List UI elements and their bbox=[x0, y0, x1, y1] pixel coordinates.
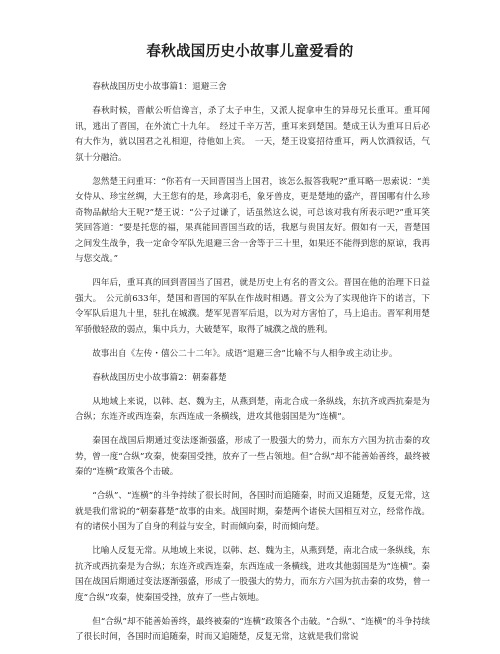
section-heading-2: 春秋战国历史小故事篇2：朝秦暮楚 bbox=[92, 372, 227, 383]
paragraph: 故事出自《左传・僖公二十二年》。成语“退避三舍”比喻不与人相争或主动让步。 bbox=[92, 348, 398, 359]
paragraph: 秦国在战国后期通过变法逐渐强盛，形成了一股强大的势力，而东方六国为抗击秦的攻势，曾一度“合纵”攻秦，使秦国受挫，放弃了一些占领地。但“合纵”却不能善始善终，最终被秦的“连横”政策各个击破。 bbox=[75, 436, 430, 477]
paragraph: 但“合纵”却不能善始善终，最终被秦的“连横”政策各个击破。“合纵”、“连横”的斗争持续了很长时间，各国时而追随秦，时而又追随楚，反复无常，这就是我们常说 bbox=[75, 616, 430, 642]
paragraph: 忽然楚王问重耳：“你若有一天回晋国当上国君，该怎么报答我呢?”重耳略一思索说：“美女侍从、珍宝丝绸，大王您有的是，珍禽羽毛，象牙兽皮，更是楚地的盛产，晋国哪有什么珍奇物品献给大王呢?”楚王说：“公子过谦了，话虽然这么说，可总该对我有所表示吧?”重耳笑笑回答道：“要是托您的福，果真能回晋国当政的话，我愿与贵国友好。假如有一天，晋楚国之间发生战争，我一定命令军队先退避三舍一舍等于三十里，如果还不能得到您的原谅，我再与您交战。” bbox=[75, 176, 430, 264]
document-body bbox=[75, 80, 430, 654]
paragraph: “合纵”、“连横”的斗争持续了很长时间，各国时而追随秦，时而又追随楚，反复无常，这就是我们常说的“朝秦暮楚”故事的由来。战国时期，秦楚两个诸侯大国相互对立，经常作战。有的诸侯小国为了自身的利益与安全，时而倾向秦，时而倾向楚。 bbox=[75, 491, 430, 532]
section-heading-1: 春秋战国历史小故事篇1：退避三舍 bbox=[92, 82, 227, 92]
document-title: 春秋战国历史小故事儿童爱看的 bbox=[146, 44, 354, 60]
paragraph: 春秋时候，晋献公听信谗言，杀了太子申生，又派人捉拿申生的异母兄长重耳。重耳闻讯，逃出了晋国，在外流亡十九年。 经过千辛万苦，重耳来到楚国。楚成王认为重耳日后必有大作为，就以国君之礼相迎，待他如上宾。 一天，楚王设宴招待重耳，两人饮酒叙话，气氛十分融洽。 bbox=[75, 106, 430, 163]
paragraph: 比喻人反复无常。从地域上来说，以韩、赵、魏为主，从燕到楚，南北合成一条纵线，东抗齐或西抗秦是为合纵；东连齐或西连秦，东西连成一条横线，进攻其他弱国是为“连横”。秦国在战国后期通过变法逐渐强盛，形成了一股强大的势力，而东方六国为抗击秦的攻势，曾一度“合纵”攻秦，使秦国受挫，放弃了一些占领地。 bbox=[75, 546, 430, 603]
paragraph: 四年后，重耳真的回到晋国当了国君，就是历史上有名的晋文公。晋国在他的治理下日益强大。 公元前633年，楚国和晋国的军队在作战时相遇。晋文公为了实现他许下的诺言，下令军队后退九十里，驻扎在城濮。楚军见晋军后退，以为对方害怕了，马上追击。晋军利用楚军骄傲轻敌的弱点，集中兵力，大破楚军，取得了城濮之战的胜利。 bbox=[75, 278, 430, 335]
paragraph: 从地域上来说，以韩、赵、魏为主，从燕到楚，南北合成一条纵线，东抗齐或西抗秦是为合纵；东连齐或西连秦，东西连成一条横线，进攻其他弱国是为“连横”。 bbox=[75, 396, 430, 422]
